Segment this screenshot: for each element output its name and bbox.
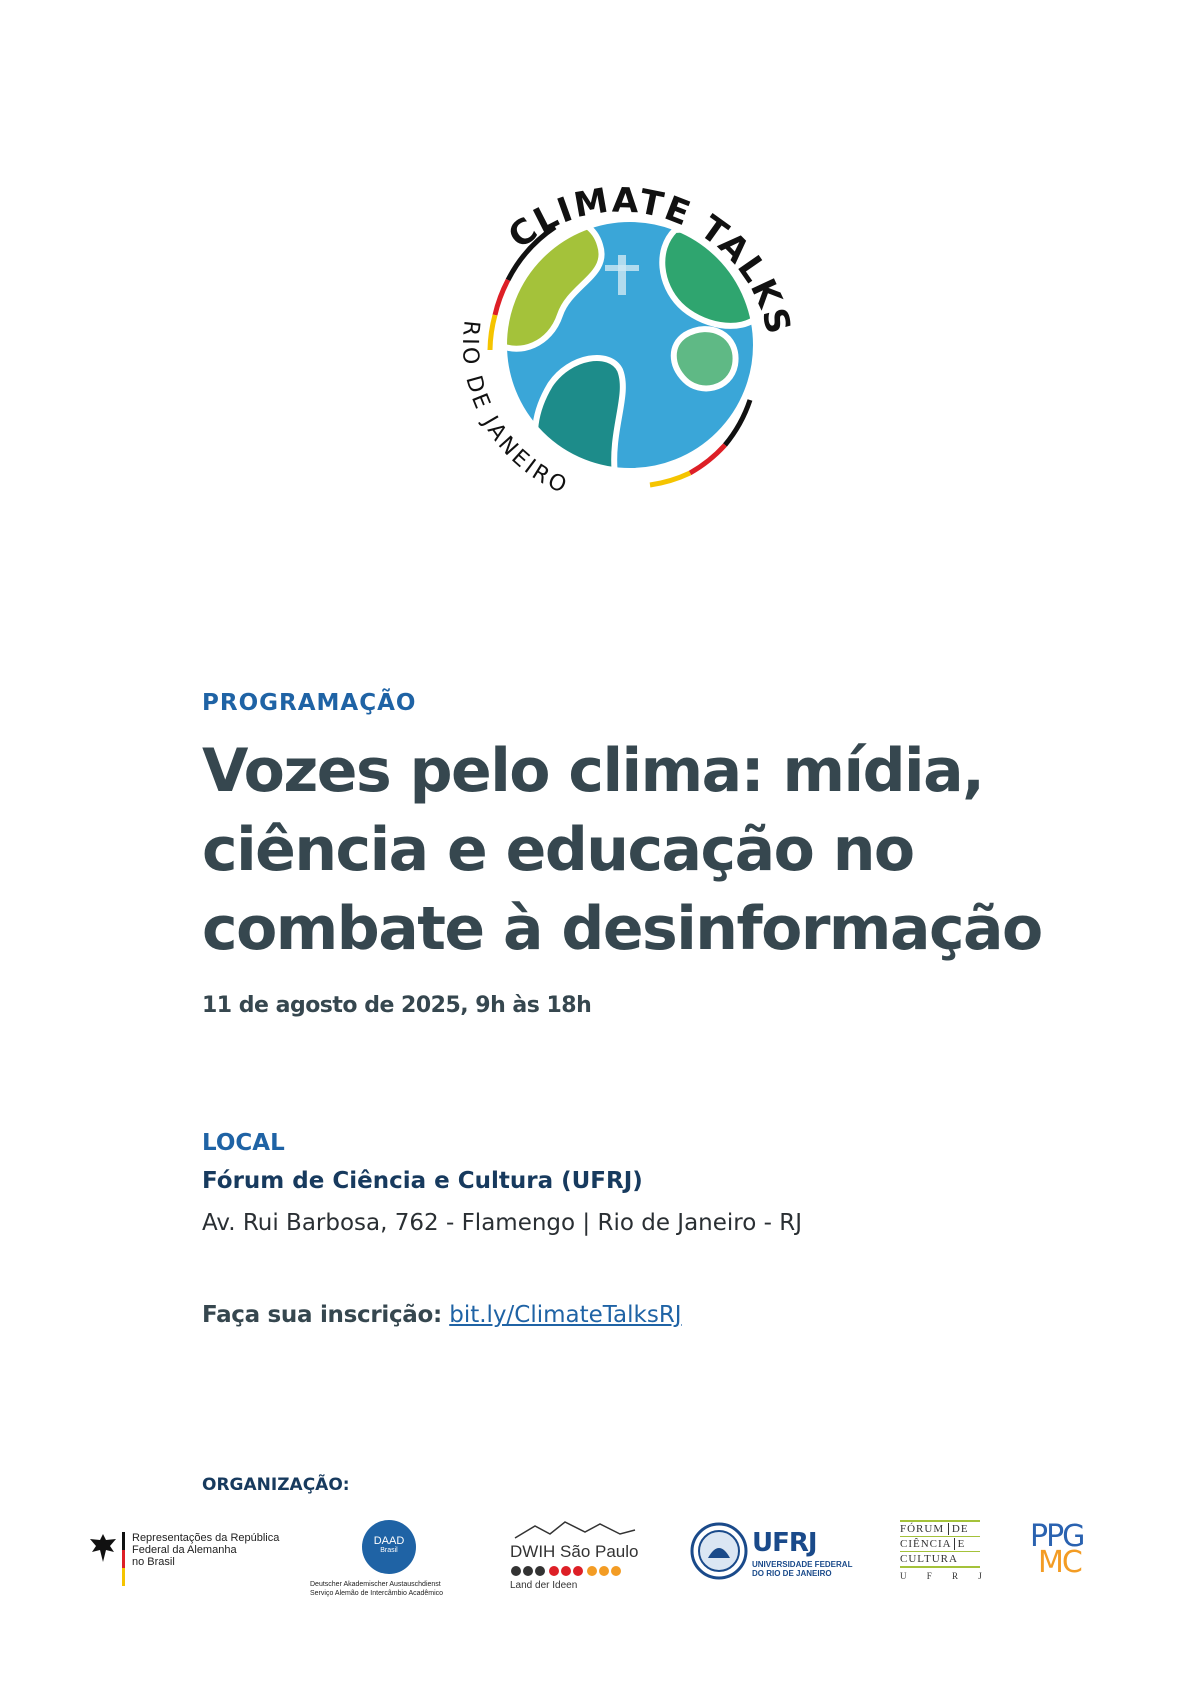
section-label: PROGRAMAÇÃO <box>202 690 417 716</box>
germany-line2: Federal da Alemanha <box>132 1544 237 1556</box>
skyline-icon <box>510 1520 640 1540</box>
ufrj-name: UFRJ <box>752 1528 817 1558</box>
forum-line4: U F R J <box>900 1571 991 1581</box>
logo-subtitle-text: RIO DE JANEIRO <box>456 319 573 500</box>
germany-line1: Representações da República <box>132 1532 280 1544</box>
title-line: Vozes pelo clima: mídia, <box>202 736 984 806</box>
forum-line2b: E <box>954 1538 966 1550</box>
forum-line1: FÓRUM <box>900 1523 945 1535</box>
signup-line <box>202 1302 682 1328</box>
partner-logos <box>0 1520 1200 1620</box>
partner-germany <box>88 1532 298 1592</box>
title-line: combate à desinformação <box>202 894 1042 964</box>
daad-line2: Serviço Alemão de Intercâmbio Acadêmico <box>310 1590 444 1597</box>
daad-badge <box>362 1520 416 1574</box>
ufrj-line1: UNIVERSIDADE FEDERAL <box>752 1560 853 1569</box>
dwih-tagline: Land der Ideen <box>510 1580 578 1591</box>
ufrj-seal-icon <box>690 1520 748 1582</box>
dwih-dots-icon <box>510 1565 640 1577</box>
partner-ufrj <box>690 1520 870 1590</box>
event-date: 11 de agosto de 2025, 9h às 18h <box>202 993 592 1018</box>
partner-dwih <box>510 1520 650 1600</box>
forum-line2: CIÊNCIA <box>900 1538 952 1550</box>
forum-line1b: DE <box>948 1523 969 1535</box>
title-line: ciência e educação no <box>202 815 914 885</box>
signup-label: Faça sua inscrição: <box>202 1302 442 1328</box>
signup-link[interactable]: bit.ly/ClimateTalksRJ <box>449 1302 682 1328</box>
ufrj-line2: DO RIO DE JANEIRO <box>752 1569 832 1578</box>
germany-line3: no Brasil <box>132 1556 175 1568</box>
venue-address: Av. Rui Barbosa, 762 - Flamengo | Rio de Janeiro - RJ <box>202 1210 802 1236</box>
venue-name: Fórum de Ciência e Cultura (UFRJ) <box>202 1168 643 1194</box>
daad-line1: Deutscher Akademischer Austauschdienst <box>310 1581 441 1588</box>
partner-daad <box>310 1520 480 1600</box>
eagle-icon <box>88 1532 118 1564</box>
climate-talks-logo <box>440 155 820 535</box>
dwih-name: DWIH São Paulo <box>510 1542 639 1561</box>
event-title <box>202 732 1102 969</box>
ppg-bottom: MC <box>1038 1545 1081 1580</box>
ppg-top: PPG <box>1030 1519 1084 1554</box>
local-label: LOCAL <box>202 1130 285 1156</box>
daad-badge-text: DAAD <box>373 1535 405 1547</box>
forum-line3: CULTURA <box>900 1553 958 1565</box>
organization-label: ORGANIZAÇÃO: <box>202 1475 350 1495</box>
event-info <box>202 690 1102 1018</box>
partner-ppgmc <box>1030 1519 1110 1594</box>
daad-badge-sub: Brasil <box>380 1547 398 1554</box>
logo-title-text: CLIMATE TALKS <box>501 180 799 340</box>
partner-forum <box>900 1520 991 1600</box>
